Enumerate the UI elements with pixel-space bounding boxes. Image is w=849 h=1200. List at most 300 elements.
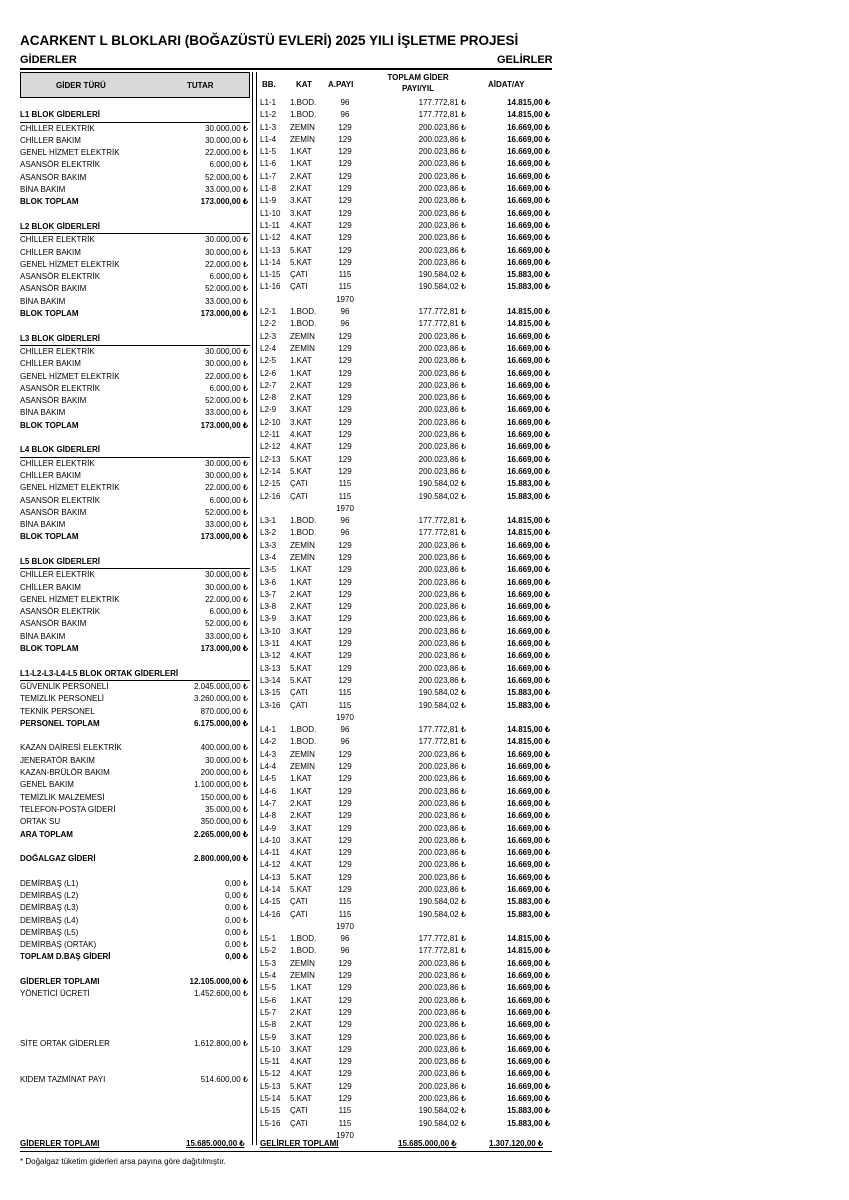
unit-monthly-fee: 16.669,00 ₺ [507, 147, 550, 157]
gider-amount: 22.000,00 ₺ [205, 259, 248, 269]
unit-floor: ZEMİN [290, 749, 315, 759]
gider-amount: 870.000,00 ₺ [200, 706, 248, 716]
unit-yearly-total: 200.023,86 ₺ [418, 466, 466, 476]
unit-floor: ZEMİN [290, 134, 315, 144]
gider-amount: 1.452.600,00 ₺ [193, 989, 248, 999]
unit-share: 129 [338, 184, 352, 194]
gider-amount: 35.000,00 ₺ [205, 804, 248, 814]
gider-name: KAZAN-BRÜLÖR BAKIM [20, 768, 110, 778]
unit-monthly-fee: 14.815,00 ₺ [507, 946, 550, 956]
unit-share: 129 [338, 1069, 352, 1079]
gider-amount: 6.000,00 ₺ [209, 383, 248, 393]
gider-name: GENEL HİZMET ELEKTRİK [20, 483, 120, 493]
unit-floor: ZEMİN [290, 971, 315, 981]
unit-floor: 3.KAT [290, 614, 312, 624]
unit-yearly-total: 200.023,86 ₺ [418, 602, 466, 612]
unit-share: 129 [338, 762, 352, 772]
unit-row [258, 736, 552, 748]
gider-name: YÖNETİCİ ÜCRETİ [20, 989, 90, 999]
unit-row [258, 982, 552, 994]
unit-yearly-total: 200.023,86 ₺ [418, 762, 466, 772]
unit-yearly-total: 177.772,81 ₺ [418, 319, 466, 329]
unit-yearly-total: 200.023,86 ₺ [418, 1044, 466, 1054]
unit-monthly-fee: 16.669,00 ₺ [507, 958, 550, 968]
unit-id: L2-2 [260, 319, 277, 329]
unit-monthly-fee: 16.669,00 ₺ [507, 823, 550, 833]
unit-floor: 3.KAT [290, 626, 312, 636]
unit-row [258, 466, 552, 478]
unit-share: 129 [338, 774, 352, 784]
unit-row [258, 478, 552, 490]
unit-monthly-fee: 14.815,00 ₺ [507, 737, 550, 747]
unit-row [258, 429, 552, 441]
gider-row [20, 792, 250, 804]
unit-monthly-fee: 16.669,00 ₺ [507, 602, 550, 612]
unit-floor: 2.KAT [290, 589, 312, 599]
gider-row [20, 209, 250, 221]
unit-monthly-fee: 16.669,00 ₺ [507, 1044, 550, 1054]
unit-id: L3-14 [260, 675, 281, 685]
unit-id: L3-10 [260, 626, 281, 636]
gider-name: DEMİRBAŞ (L2) [20, 891, 79, 900]
unit-id: L2-16 [260, 491, 281, 501]
unit-row [258, 281, 552, 293]
unit-share: 129 [338, 540, 352, 550]
gider-row [20, 283, 250, 295]
gider-row [20, 582, 250, 594]
unit-floor: ZEMİN [290, 762, 315, 772]
gider-amount: 2.045.000,00 ₺ [193, 681, 248, 691]
gider-row [20, 668, 250, 681]
unit-id: L5-8 [260, 1020, 277, 1030]
unit-floor: 4.KAT [290, 233, 312, 243]
unit-share: 115 [338, 909, 352, 919]
unit-monthly-fee: 16.669,00 ₺ [507, 577, 550, 587]
unit-share: 129 [338, 626, 352, 636]
gider-row [20, 706, 250, 718]
gider-name: CHİLLER BAKIM [20, 470, 81, 480]
gider-amount: 150.000,00 ₺ [200, 792, 248, 802]
gider-name: SİTE ORTAK GİDERLER [20, 1038, 110, 1048]
unit-row [258, 1032, 552, 1044]
unit-monthly-fee: 16.669,00 ₺ [507, 651, 550, 661]
unit-share: 129 [338, 430, 352, 440]
unit-yearly-total: 200.023,86 ₺ [418, 823, 466, 833]
gider-row [20, 458, 250, 470]
gider-amount: 400.000,00 ₺ [200, 743, 248, 753]
unit-monthly-fee: 16.669,00 ₺ [507, 872, 550, 882]
gider-row [20, 693, 250, 705]
unit-yearly-total: 200.023,86 ₺ [418, 417, 466, 427]
unit-monthly-fee: 16.669,00 ₺ [507, 442, 550, 452]
unit-row [258, 368, 552, 380]
unit-row [258, 454, 552, 466]
unit-floor: ÇATI [290, 282, 308, 292]
page-title: ACARKENT L BLOKLARI (BOĞAZÜSTÜ EVLERİ) 2025 YILI İŞLETME PROJESİ [20, 33, 519, 48]
unit-id: L3-4 [260, 552, 277, 562]
gider-amount: 22.000,00 ₺ [205, 148, 248, 158]
gider-row [20, 988, 250, 1000]
unit-share: 129 [338, 159, 352, 169]
gider-row [20, 444, 250, 457]
gider-row [20, 915, 250, 927]
unit-monthly-fee: 16.669,00 ₺ [507, 786, 550, 796]
unit-row [258, 675, 552, 687]
gider-amount: 173.000,00 ₺ [200, 420, 248, 430]
unit-row [258, 909, 552, 921]
unit-share: 129 [338, 995, 352, 1005]
gider-row [20, 1038, 250, 1050]
gider-row [20, 951, 250, 963]
unit-floor: 1.BOD. [290, 737, 317, 747]
unit-monthly-fee: 16.669,00 ₺ [507, 134, 550, 144]
unit-id: L5-16 [260, 1118, 281, 1128]
gider-name: ASANSÖR ELEKTRİK [20, 607, 101, 617]
unit-row [258, 269, 552, 281]
unit-share: 129 [338, 1032, 352, 1042]
unit-yearly-total: 200.023,86 ₺ [418, 589, 466, 599]
unit-yearly-total: 190.584,02 ₺ [418, 688, 466, 698]
unit-row [258, 134, 552, 146]
unit-id: L3-8 [260, 602, 277, 612]
gider-name: L1 BLOK GİDERLERİ [20, 110, 101, 120]
gider-row [20, 247, 250, 259]
gider-row [20, 346, 250, 358]
unit-id: L5-2 [260, 946, 277, 956]
gider-row [20, 259, 250, 271]
unit-floor: 3.KAT [290, 823, 312, 833]
unit-monthly-fee: 16.669,00 ₺ [507, 159, 550, 169]
header-toplam-gider: TOPLAM GİDER [387, 73, 449, 82]
gider-name: CHİLLER ELEKTRİK [20, 235, 95, 245]
unit-monthly-fee: 16.669,00 ₺ [507, 762, 550, 772]
unit-yearly-total: 200.023,86 ₺ [418, 675, 466, 685]
unit-yearly-total: 190.584,02 ₺ [418, 282, 466, 292]
unit-yearly-total: 190.584,02 ₺ [418, 1106, 466, 1116]
unit-floor: 4.KAT [290, 651, 312, 661]
unit-monthly-fee: 16.669,00 ₺ [507, 343, 550, 353]
unit-floor: 1.KAT [290, 159, 312, 169]
unit-share: 129 [338, 466, 352, 476]
gider-name: GİDERLER TOPLAMI [20, 977, 100, 987]
gider-row [20, 1013, 250, 1025]
unit-share: 96 [340, 725, 350, 735]
left-table-header [20, 72, 250, 98]
unit-row [258, 626, 552, 638]
unit-share: 129 [338, 651, 352, 661]
unit-row [258, 564, 552, 576]
gider-amount: 1.100.000,00 ₺ [193, 780, 248, 790]
unit-yearly-total: 200.023,86 ₺ [418, 540, 466, 550]
gider-name: L2 BLOK GİDERLERİ [20, 221, 101, 231]
unit-share: 129 [338, 442, 352, 452]
unit-id: L2-8 [260, 393, 277, 403]
unit-yearly-total: 200.023,86 ₺ [418, 1020, 466, 1030]
gider-name: DOĞALGAZ GİDERİ [20, 854, 96, 864]
unit-floor: 1.BOD. [290, 946, 317, 956]
unit-share: 129 [338, 798, 352, 808]
gider-name: DEMİRBAŞ (L4) [20, 915, 79, 925]
unit-monthly-fee: 14.815,00 ₺ [507, 110, 550, 120]
unit-yearly-total: 177.772,81 ₺ [418, 725, 466, 735]
gider-row [20, 296, 250, 308]
unit-floor: 5.KAT [290, 454, 312, 464]
unit-share: 96 [340, 110, 350, 120]
unit-yearly-total: 200.023,86 ₺ [418, 835, 466, 845]
unit-id: L2-7 [260, 380, 277, 390]
gider-name: L4 BLOK GİDERLERİ [20, 445, 101, 455]
unit-share: 96 [340, 737, 350, 747]
unit-id: L2-5 [260, 356, 277, 366]
gider-row [20, 432, 250, 444]
unit-floor: 2.KAT [290, 380, 312, 390]
unit-share: 96 [340, 98, 350, 107]
gider-amount: 30.000,00 ₺ [205, 346, 248, 356]
unit-row [258, 146, 552, 158]
gider-name: CHİLLER ELEKTRİK [20, 570, 95, 580]
unit-yearly-total: 200.023,86 ₺ [418, 430, 466, 440]
unit-row [258, 663, 552, 675]
unit-floor: 3.KAT [290, 405, 312, 415]
unit-yearly-total: 200.023,86 ₺ [418, 774, 466, 784]
unit-share: 115 [338, 688, 352, 698]
unit-share: 129 [338, 1057, 352, 1067]
unit-yearly-total: 190.584,02 ₺ [418, 479, 466, 489]
unit-row [258, 306, 552, 318]
gider-row [20, 594, 250, 606]
unit-floor: ZEMİN [290, 331, 315, 341]
unit-floor: ÇATI [290, 479, 308, 489]
gider-row [20, 804, 250, 816]
unit-yearly-total: 200.023,86 ₺ [418, 147, 466, 157]
gider-row [20, 1025, 250, 1037]
gider-row [20, 902, 250, 914]
gider-amount: 350.000,00 ₺ [200, 817, 248, 827]
gider-amount: 33.000,00 ₺ [205, 185, 248, 195]
unit-row [258, 823, 552, 835]
gider-name: BİNA BAKIM [20, 185, 66, 195]
gider-name: ASANSÖR ELEKTRİK [20, 160, 101, 170]
unit-row [258, 318, 552, 330]
unit-floor: 1.KAT [290, 368, 312, 378]
unit-row [258, 773, 552, 785]
unit-floor: 1.KAT [290, 995, 312, 1005]
unit-yearly-total: 200.023,86 ₺ [418, 380, 466, 390]
unit-monthly-fee: 16.669,00 ₺ [507, 995, 550, 1005]
unit-row [258, 786, 552, 798]
unit-share: 115 [338, 700, 352, 710]
unit-floor: ZEMİN [290, 958, 315, 968]
unit-id: L4-6 [260, 786, 277, 796]
gider-name: L1-L2-L3-L4-L5 BLOK ORTAK GİDERLERİ [20, 668, 179, 678]
unit-share: 129 [338, 983, 352, 993]
gider-row [20, 606, 250, 618]
unit-floor: 1.KAT [290, 774, 312, 784]
unit-row [258, 97, 552, 109]
unit-monthly-fee: 15.883,00 ₺ [507, 700, 550, 710]
unit-row [258, 1081, 552, 1093]
unit-yearly-total: 200.023,86 ₺ [418, 1032, 466, 1042]
gider-name: BİNA BAKIM [20, 296, 66, 306]
unit-monthly-fee: 16.669,00 ₺ [507, 430, 550, 440]
unit-monthly-fee: 16.669,00 ₺ [507, 233, 550, 243]
unit-yearly-total: 200.023,86 ₺ [418, 552, 466, 562]
unit-yearly-total: 190.584,02 ₺ [418, 491, 466, 501]
unit-floor: 2.KAT [290, 171, 312, 181]
gider-name: BLOK TOPLAM [20, 309, 79, 319]
gider-row [20, 507, 250, 519]
unit-monthly-fee: 16.669,00 ₺ [507, 552, 550, 562]
unit-monthly-fee: 16.669,00 ₺ [507, 983, 550, 993]
gider-name: DEMİRBAŞ (L1) [20, 878, 79, 888]
gider-name: L5 BLOK GİDERLERİ [20, 556, 101, 566]
unit-yearly-total: 200.023,86 ₺ [418, 639, 466, 649]
gider-amount: 514.600,00 ₺ [200, 1075, 248, 1085]
unit-monthly-fee: 16.669,00 ₺ [507, 811, 550, 821]
gider-amount: 2.800.000,00 ₺ [193, 854, 248, 864]
unit-monthly-fee: 16.669,00 ₺ [507, 356, 550, 366]
header-bb: BB. [262, 80, 276, 89]
unit-monthly-fee: 16.669,00 ₺ [507, 626, 550, 636]
unit-row [258, 613, 552, 625]
unit-floor: 2.KAT [290, 393, 312, 403]
gider-amount: 30.000,00 ₺ [205, 135, 248, 145]
unit-monthly-fee: 16.669,00 ₺ [507, 798, 550, 808]
unit-floor: ÇATI [290, 700, 308, 710]
unit-share: 129 [338, 368, 352, 378]
unit-floor: 2.KAT [290, 602, 312, 612]
gider-row [20, 383, 250, 395]
unit-monthly-fee: 16.669,00 ₺ [507, 565, 550, 575]
unit-share: 129 [338, 454, 352, 464]
unit-share: 115 [338, 282, 352, 292]
unit-row [258, 527, 552, 539]
unit-floor: 2.KAT [290, 811, 312, 821]
gider-name: JENERATÖR BAKIM [20, 755, 95, 765]
gider-amount: 6.000,00 ₺ [209, 160, 248, 170]
unit-row [258, 1019, 552, 1031]
unit-share: 115 [338, 1106, 352, 1116]
gider-name: CHİLLER ELEKTRİK [20, 123, 95, 133]
unit-share: 129 [338, 835, 352, 845]
unit-monthly-fee: 16.669,00 ₺ [507, 1032, 550, 1042]
apayi-total: 1970 [336, 921, 354, 931]
unit-yearly-total: 200.023,86 ₺ [418, 565, 466, 575]
gider-row [20, 939, 250, 951]
gider-row [20, 358, 250, 370]
unit-yearly-total: 200.023,86 ₺ [418, 577, 466, 587]
unit-share: 129 [338, 405, 352, 415]
gider-amount: 173.000,00 ₺ [200, 644, 248, 654]
gider-row [20, 618, 250, 630]
unit-floor: 1.BOD. [290, 516, 317, 526]
giderler-label: GİDERLER [20, 54, 77, 66]
unit-row [258, 171, 552, 183]
unit-share: 129 [338, 958, 352, 968]
unit-row [258, 589, 552, 601]
unit-monthly-fee: 16.669,00 ₺ [507, 466, 550, 476]
gider-amount: 12.105.000,00 ₺ [189, 977, 248, 987]
gider-amount: 0,00 ₺ [225, 903, 248, 913]
unit-monthly-fee: 16.669,00 ₺ [507, 245, 550, 255]
unit-yearly-total: 190.584,02 ₺ [418, 897, 466, 907]
unit-monthly-fee: 16.669,00 ₺ [507, 454, 550, 464]
unit-share: 129 [338, 134, 352, 144]
gider-name: PERSONEL TOPLAM [20, 718, 100, 728]
unit-row [258, 1105, 552, 1117]
unit-row [258, 417, 552, 429]
unit-yearly-total: 200.023,86 ₺ [418, 651, 466, 661]
unit-monthly-fee: 14.815,00 ₺ [507, 528, 550, 538]
unit-row [258, 700, 552, 712]
unit-monthly-fee: 15.883,00 ₺ [507, 688, 550, 698]
gider-name: CHİLLER ELEKTRİK [20, 346, 95, 356]
unit-floor: 5.KAT [290, 466, 312, 476]
unit-floor: ÇATI [290, 897, 308, 907]
gider-row [20, 172, 250, 184]
gider-amount: 30.000,00 ₺ [205, 755, 248, 765]
unit-floor: 1.BOD. [290, 528, 317, 538]
unit-id: L4-4 [260, 762, 277, 772]
unit-id: L2-13 [260, 454, 281, 464]
gider-row [20, 853, 250, 865]
unit-id: L3-9 [260, 614, 277, 624]
header-payi-yil: PAYI/YIL [401, 84, 434, 93]
gider-row [20, 779, 250, 791]
unit-id: L1-6 [260, 159, 277, 169]
unit-id: L3-6 [260, 577, 277, 587]
unit-monthly-fee: 16.669,00 ₺ [507, 639, 550, 649]
unit-share: 129 [338, 343, 352, 353]
unit-yearly-total: 200.023,86 ₺ [418, 798, 466, 808]
unit-yearly-total: 200.023,86 ₺ [418, 983, 466, 993]
unit-floor: 1.BOD. [290, 319, 317, 329]
unit-id: L4-2 [260, 737, 277, 747]
top-divider [20, 68, 552, 70]
unit-monthly-fee: 16.669,00 ₺ [507, 1081, 550, 1091]
unit-yearly-total: 200.023,86 ₺ [418, 885, 466, 894]
gider-amount: 30.000,00 ₺ [205, 235, 248, 245]
gider-name: ASANSÖR BAKIM [20, 507, 87, 517]
gider-name: BİNA BAKIM [20, 408, 66, 418]
unit-id: L4-9 [260, 823, 277, 833]
gider-row [20, 631, 250, 643]
unit-row [258, 945, 552, 957]
gider-row [20, 371, 250, 383]
unit-id: L5-1 [260, 934, 277, 944]
unit-id: L4-14 [260, 885, 281, 894]
gider-name: ASANSÖR BAKIM [20, 396, 87, 406]
unit-id: L1-11 [260, 220, 280, 230]
unit-id: L3-5 [260, 565, 277, 575]
gider-name: ARA TOPLAM [20, 829, 73, 839]
gider-row [20, 865, 250, 877]
gider-name: DEMİRBAŞ (L3) [20, 903, 79, 913]
gider-name: GENEL HİZMET ELEKTRİK [20, 371, 120, 381]
unit-floor: 2.KAT [290, 798, 312, 808]
gider-amount: 0,00 ₺ [225, 927, 248, 937]
unit-floor: 5.KAT [290, 663, 312, 673]
gider-row [20, 878, 250, 890]
unit-row [258, 122, 552, 134]
unit-row [258, 515, 552, 527]
unit-monthly-fee: 16.669,00 ₺ [507, 393, 550, 403]
unit-share: 115 [338, 491, 352, 501]
unit-yearly-total: 200.023,86 ₺ [418, 995, 466, 1005]
unit-monthly-fee: 16.669,00 ₺ [507, 663, 550, 673]
gider-name: BİNA BAKIM [20, 631, 66, 641]
unit-share: 129 [338, 749, 352, 759]
